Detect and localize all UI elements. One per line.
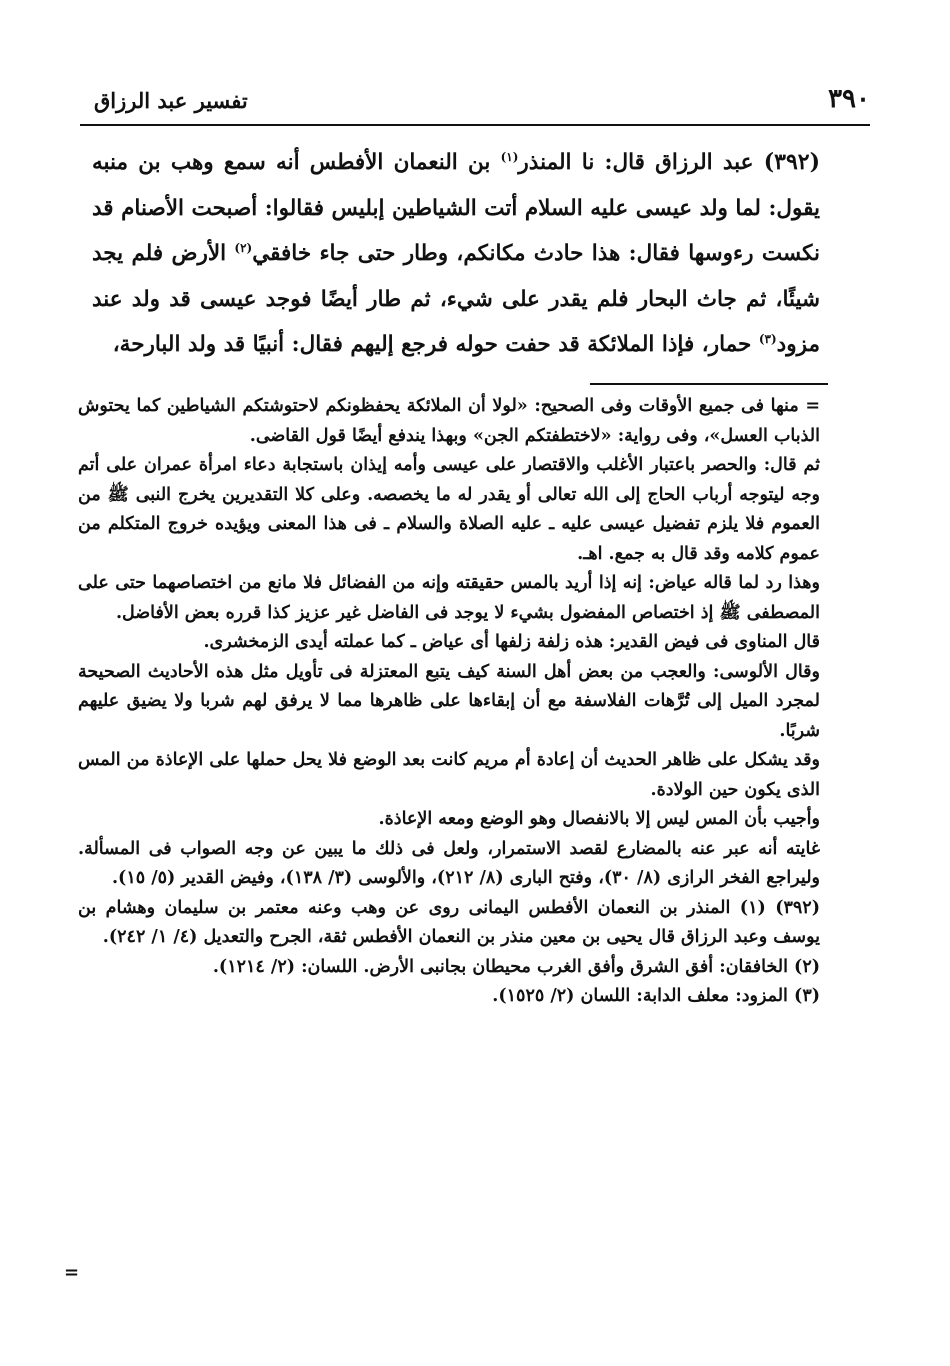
main-text-part: عبد الرزاق قال: نا المنذر bbox=[518, 150, 764, 175]
page-number: ٣٩٠ bbox=[828, 84, 870, 114]
footnote-3-label: (٣) bbox=[794, 986, 820, 1006]
footnote-ref-3: (٣) bbox=[758, 331, 777, 346]
main-hadith-text bbox=[92, 140, 820, 368]
note-paragraph: = منها فى جميع الأوقات وفى الصحيح: «لولا أن الملائكة يحفظونكم لاحتوشتكم الشياطين كما يحتوش الذباب العسل»، وفى رواية: «لاختطفتكم الجن» وبهذا يندفع أيضًا قول القاضى. bbox=[78, 396, 820, 446]
footnote-1-text: المنذر بن النعمان الأفطس اليمانى روى عن وهب وعنه معتمر بن سليمان وهشام بن يوسف وعبد الرزاق قال يحيى بن معين منذر بن النعمان الأفطس ثقة، الجرح والتعديل (٤/ ١/ ٢٤٢). bbox=[78, 897, 820, 947]
hadith-number: (٣٩٢) bbox=[763, 149, 820, 175]
footnote-2-text: الخافقان: أفق الشرق وأفق الغرب محيطان بجانبى الأرض. اللسان: (٢/ ١٢١٤). bbox=[212, 956, 795, 977]
footnote-3-text: المزود: معلف الدابة: اللسان (٢/ ١٥٢٥). bbox=[492, 986, 795, 1006]
footnote-1-label: (٣٩٢) (١) bbox=[739, 897, 820, 918]
main-text-part: بن النعمان الأفطس أنه سمع وهب بن منبه يقول: لما ولد عيسى عليه السلام أتت الشياطين إبليس فقالوا: أصبحت الأصنام قد نكست رءوسها فقال: هذا حادث مكانكم، وطار حتى جاء خافقي bbox=[92, 150, 821, 266]
main-text-part: الأرض فلم يجد شيئًا، ثم جاث البحار فلم يقدر على شيء، ثم طار أيضًا فوجد عيسى قد ولد عند مزود bbox=[92, 241, 820, 357]
page-header bbox=[80, 82, 870, 122]
header-rule bbox=[80, 124, 870, 126]
footnote-ref-1: (١) bbox=[500, 149, 519, 164]
note-paragraph: قال المناوى فى فيض القدير: هذه زلفة زلفها أى عياض ـ كما عملته أيدى الزمخشرى. bbox=[203, 632, 820, 652]
note-paragraph: وهذا رد لما قاله عياض: إنه إذا أريد بالمس حقيقته وإنه من الفضائل فلا مانع من اختصاصهما حتى على المصطفى ﷺ إذ اختصاص المفضول بشيء لا يوجد فى الفاضل غير عزيز كذا قرره بعض الأفاضل. bbox=[78, 573, 820, 623]
note-paragraph: وقد يشكل على ظاهر الحديث أن إعادة أم مريم كانت بعد الوضع فلا يحل حملها على الإعاذة من المس الذى يكون حين الولادة. bbox=[78, 750, 820, 800]
footnote-2 bbox=[78, 953, 820, 983]
footnote-ref-2: (٢) bbox=[234, 240, 253, 255]
note-paragraph: وقال الألوسى: والعجب من بعض أهل السنة كيف يتبع المعتزلة فى تأويل مثل هذه الأحاديث الصحيحة لمجرد الميل إلى تُرَّهات الفلاسفة مع أن إبقاءها على ظاهرها مما لا يرفق لهم شربا ولا يضيق عليهم شربًا. bbox=[78, 661, 820, 741]
main-text-part: حمار، فإذا الملائكة قد حفت حوله فرجع إليهم فقال: أنبيًا قد ولد البارحة، bbox=[112, 332, 759, 357]
footnote-separator bbox=[590, 383, 828, 385]
footnote-2-label: (٢) bbox=[794, 956, 820, 977]
continuation-mark: = bbox=[64, 1262, 80, 1283]
footnote-3 bbox=[78, 982, 820, 1012]
note-paragraph: ثم قال: والحصر باعتبار الأغلب والاقتصار على عيسى وأمه إيذان باستجابة دعاء امرأة عمران على أتم وجه ليتوجه أرباب الحاج إلى الله تعالى أو يقدر له ما يخصصه. وعلى كلا التقديرين يخرج النبى ﷺ من العموم فلا يلزم تفضيل عيسى عليه ـ عليه الصلاة والسلام ـ فى هذا المعنى ويؤيده خروج المتكلم من عموم كلامه وقد قال به جمع. اهـ. bbox=[78, 455, 820, 564]
footnote-1 bbox=[78, 894, 820, 953]
note-paragraph: غايته أنه عبر عنه بالمضارع لقصد الاستمرار، ولعل فى ذلك ما يبين عن وجه الصواب فى المسألة. وليراجع الفخر الرازى (٨/ ٣٠)، وفتح البارى (٨/ ٢١٢)، والألوسى (٣/ ١٣٨)، وفيض القدير (٥/ ١٥). bbox=[78, 838, 820, 888]
footnotes bbox=[78, 392, 820, 1012]
note-paragraph: وأجيب بأن المس ليس إلا بالانفصال وهو الوضع ومعه الإعاذة. bbox=[378, 809, 820, 829]
running-title: تفسير عبد الرزاق bbox=[94, 88, 248, 113]
